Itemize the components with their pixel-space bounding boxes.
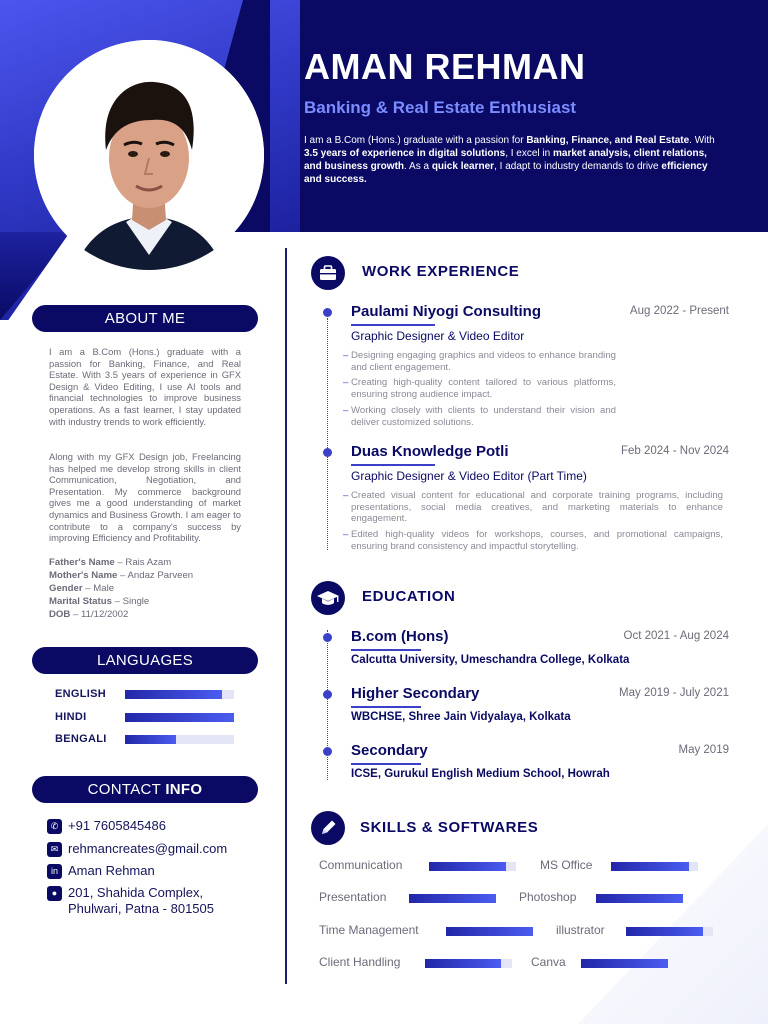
skill-row	[540, 858, 698, 872]
responsibility-item	[343, 377, 616, 400]
skill-level-track	[611, 862, 698, 871]
personal-detail-row	[49, 556, 249, 569]
timeline-dot	[323, 448, 332, 457]
skill-level-fill	[409, 894, 496, 903]
contact-line-2: Phulwari, Patna - 801505	[68, 901, 214, 916]
responsibility-item	[343, 490, 723, 525]
education-entry	[351, 742, 729, 780]
skill-level-track	[409, 894, 496, 903]
profile-photo-illustration	[34, 40, 264, 270]
skill-name: illustrator	[556, 923, 605, 937]
intro-run: , I excel in	[505, 148, 553, 159]
personal-detail-value: – Single	[111, 596, 150, 607]
skill-level-fill	[446, 927, 533, 936]
education-entry	[351, 685, 729, 723]
whatsapp-icon: ✆	[47, 819, 62, 834]
language-name: ENGLISH	[55, 688, 106, 700]
skill-name: Presentation	[319, 890, 387, 904]
education-heading: EDUCATION	[362, 588, 456, 605]
intro-run: Banking, Finance, and Real Estate	[526, 135, 690, 146]
briefcase-icon	[311, 256, 345, 290]
skill-name: Communication	[319, 858, 403, 872]
company-underline	[351, 324, 435, 326]
personal-details	[49, 556, 249, 621]
timeline-dot	[323, 747, 332, 756]
skill-row	[531, 955, 668, 969]
degree-name: Higher Secondary	[351, 685, 480, 702]
intro-run: . With	[689, 135, 715, 146]
intro-run: I am a B.Com (Hons.) graduate with a passion for	[304, 135, 527, 146]
skill-level-fill	[581, 959, 668, 968]
location-icon: ●	[47, 886, 62, 901]
contact-line: 201, Shahida Complex,	[68, 885, 204, 900]
linkedin-icon: in	[47, 864, 62, 879]
skill-name: Canva	[531, 955, 566, 969]
skill-level-fill	[429, 862, 506, 871]
pencil-icon	[311, 811, 345, 845]
degree-underline	[351, 649, 421, 651]
candidate-name: AMAN REHMAN	[304, 46, 586, 87]
work-entry-header	[351, 303, 729, 323]
contact-line: Aman Rehman	[68, 863, 155, 878]
personal-detail-row	[49, 569, 249, 582]
language-level-track	[125, 735, 234, 744]
skill-level-track	[581, 959, 668, 968]
company-name: Duas Knowledge Potli	[351, 443, 509, 460]
responsibility-text: – Designing engaging graphics and videos to enhance branding and client engagement.	[351, 350, 616, 373]
contact-text[interactable]	[68, 818, 166, 834]
education-timeline	[327, 630, 328, 780]
education-dates: Oct 2021 - Aug 2024	[623, 630, 729, 642]
school-name: ICSE, Gurukul English Medium School, Howrah	[351, 768, 610, 780]
contact-heading-a: CONTACT	[87, 781, 166, 798]
skill-level-track	[425, 959, 512, 968]
responsibility-text: – Edited high-quality videos for workshops, courses, and promotional campaigns, ensuring brand consistency and impactful storytelling.	[351, 529, 723, 552]
intro-run: , I adapt to industry demands to drive	[494, 161, 662, 172]
language-level-fill	[125, 735, 176, 744]
timeline-dot	[323, 308, 332, 317]
contact-line: rehmancreates@gmail.com	[68, 841, 228, 856]
skill-row	[519, 890, 683, 904]
candidate-role: Banking & Real Estate Enthusiast	[304, 98, 577, 117]
skill-level-fill	[425, 959, 501, 968]
education-entry-header	[351, 685, 729, 705]
work-entry	[351, 443, 729, 552]
skill-row	[319, 923, 533, 937]
company-name: Paulami Niyogi Consulting	[351, 303, 542, 320]
responsibility-text: – Created visual content for educational and corporate training programs, including presentations, social media creatives, and marketing materials to enhance engagement.	[351, 490, 723, 524]
language-level-fill	[125, 713, 234, 722]
profile-photo	[34, 40, 264, 270]
degree-name: B.com (Hons)	[351, 628, 449, 645]
education-entry-header	[351, 742, 729, 762]
personal-detail-value: – 11/12/2002	[70, 609, 129, 620]
personal-detail-row	[49, 595, 249, 608]
skill-level-fill	[611, 862, 689, 871]
skill-level-track	[446, 927, 533, 936]
intro-summary	[304, 134, 724, 186]
language-name: BENGALI	[55, 733, 107, 745]
intro-run: 3.5 years of experience in digital solutions	[304, 148, 506, 159]
personal-detail-row	[49, 582, 249, 595]
personal-detail-label: Marital Status	[49, 596, 112, 607]
personal-detail-label: DOB	[49, 609, 71, 620]
degree-underline	[351, 706, 421, 708]
education-dates: May 2019 - July 2021	[619, 687, 729, 699]
skill-name: MS Office	[540, 858, 593, 872]
skill-row	[319, 858, 516, 872]
about-heading: ABOUT ME	[32, 305, 258, 332]
contact-heading-b: INFO	[165, 781, 203, 798]
intro-run: quick learner	[431, 161, 495, 172]
company-underline	[351, 464, 435, 466]
job-title: Graphic Designer & Video Editor (Part Time)	[351, 469, 587, 483]
language-level-track	[125, 690, 234, 699]
education-entry-header	[351, 628, 729, 648]
timeline-dot	[323, 633, 332, 642]
work-dates: Feb 2024 - Nov 2024	[620, 445, 729, 457]
skills-heading: SKILLS & SOFTWARES	[360, 819, 539, 836]
responsibility-text: – Creating high-quality content tailored to various platforms, ensuring strong audience impact.	[351, 377, 616, 400]
responsibility-text: – Working closely with clients to understand their vision and deliver customized solutions.	[351, 405, 616, 428]
intro-run: . As a	[404, 161, 432, 172]
school-name: WBCHSE, Shree Jain Vidyalaya, Kolkata	[351, 711, 571, 723]
intro-run: market analysis, client relations, and business growth	[304, 148, 707, 172]
language-level-track	[125, 713, 234, 722]
skill-name: Photoshop	[519, 890, 577, 904]
work-timeline	[327, 318, 328, 550]
education-dates: May 2019	[678, 744, 729, 756]
work-heading: WORK EXPERIENCE	[362, 263, 520, 280]
skill-level-track	[429, 862, 516, 871]
language-row	[55, 688, 245, 702]
school-name: Calcutta University, Umeschandra College, Kolkata	[351, 654, 630, 666]
personal-detail-label: Mother's Name	[49, 570, 118, 581]
degree-name: Secondary	[351, 742, 428, 759]
work-dates: Aug 2022 - Present	[629, 305, 729, 317]
timeline-dot	[323, 690, 332, 699]
work-entry	[351, 303, 729, 428]
contact-line: +91 7605845486	[68, 818, 166, 833]
skill-row	[556, 923, 713, 937]
responsibility-item	[343, 405, 616, 428]
responsibility-item	[343, 350, 616, 373]
skill-row	[319, 890, 496, 904]
personal-detail-label: Father's Name	[49, 557, 115, 568]
skill-level-fill	[626, 927, 703, 936]
graduation-cap-icon	[311, 581, 345, 615]
skill-level-track	[626, 927, 713, 936]
personal-detail-label: Gender	[49, 583, 83, 594]
intro-run: efficiency and success.	[304, 161, 708, 185]
education-entry	[351, 628, 729, 666]
contact-text[interactable]	[68, 863, 155, 879]
contact-text[interactable]	[68, 841, 227, 857]
column-divider	[285, 248, 287, 984]
email-icon: ✉	[47, 842, 62, 857]
skill-level-fill	[596, 894, 683, 903]
skill-name: Time Management	[319, 923, 419, 937]
responsibility-item	[343, 529, 723, 552]
personal-detail-value: – Rais Azam	[114, 557, 172, 568]
language-name: HINDI	[55, 711, 87, 723]
skill-row	[319, 955, 512, 969]
about-paragraph-1: I am a B.Com (Hons.) graduate with a passion for Banking, Finance, and Real Estate. With 3.5 years of experience in GFX Design & Video Editing, I use AI tools and financial technologies to improve business operations. As a fast learner, I stay updated with industry trends to work efficiently.	[49, 346, 241, 427]
personal-detail-value: – Andaz Parveen	[117, 570, 194, 581]
language-level-fill	[125, 690, 222, 699]
about-paragraph-2: Along with my GFX Design job, Freelancing has helped me develop strong skills in client Communication, Negotiation, and Presentation. My commerce background gives me a good understanding of market dynamics and Business Growth. I am eager to contribute to a company's success by improving Efficiency and Profitability.	[49, 451, 241, 544]
contact-heading	[32, 776, 258, 803]
contact-text[interactable]	[68, 885, 214, 917]
job-title: Graphic Designer & Video Editor	[351, 329, 525, 343]
language-row	[55, 711, 245, 725]
degree-underline	[351, 763, 421, 765]
language-row	[55, 733, 245, 747]
personal-detail-value: – Male	[82, 583, 115, 594]
skill-name: Client Handling	[319, 955, 401, 969]
work-entry-header	[351, 443, 729, 463]
languages-heading: LANGUAGES	[32, 647, 258, 674]
personal-detail-row	[49, 608, 249, 621]
skill-level-track	[596, 894, 683, 903]
